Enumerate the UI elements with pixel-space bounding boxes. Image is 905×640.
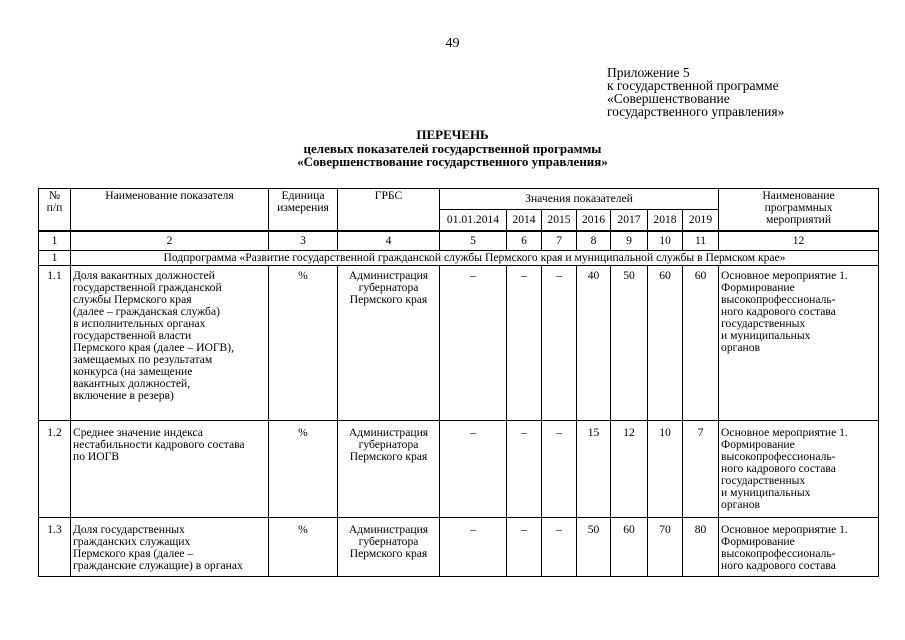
table-row bbox=[39, 518, 879, 577]
table-row bbox=[39, 421, 879, 518]
title-line-2: целевых показателей государственной программы bbox=[303, 140, 602, 156]
column-number: 4 bbox=[338, 231, 440, 251]
column-number: 1 bbox=[39, 231, 71, 251]
header-year: 2019 bbox=[683, 210, 719, 232]
value-cell: – bbox=[507, 518, 542, 577]
measure-cell: Основное мероприятие 1. Формирование высокопрофессиональ- ного кадрового состава bbox=[719, 518, 879, 577]
row-num: 1.2 bbox=[39, 421, 71, 518]
value-cell: – bbox=[542, 421, 577, 518]
header-year: 2015 bbox=[542, 210, 577, 232]
column-number: 7 bbox=[542, 231, 577, 251]
page-number: 49 bbox=[445, 36, 460, 51]
value-cell: 50 bbox=[611, 266, 648, 421]
value-cell: – bbox=[542, 518, 577, 577]
column-number: 9 bbox=[611, 231, 648, 251]
header-values: Значения показателей bbox=[440, 189, 719, 210]
appendix-line: к государственной программе bbox=[607, 78, 779, 93]
document-title bbox=[0, 128, 905, 169]
row-num: 1.3 bbox=[39, 518, 71, 577]
value-cell: – bbox=[440, 266, 507, 421]
value-cell: 70 bbox=[648, 518, 683, 577]
appendix-note bbox=[607, 66, 784, 118]
column-number: 2 bbox=[71, 231, 269, 251]
appendix-line: государственного управления» bbox=[607, 104, 785, 119]
header-name: Наименование показателя bbox=[71, 189, 269, 232]
grbs-cell: Администрация губернатора Пермского края bbox=[338, 421, 440, 518]
value-cell: 15 bbox=[577, 421, 611, 518]
header-grbs: ГРБС bbox=[338, 189, 440, 232]
subprogram-title: Подпрограмма «Развитие государственной гражданской службы Пермского края и муниципальной службы в Пермском крае» bbox=[71, 251, 879, 266]
value-cell: – bbox=[507, 266, 542, 421]
appendix-line: Приложение 5 bbox=[607, 65, 690, 80]
grbs-cell: Администрация губернатора Пермского края bbox=[338, 266, 440, 421]
measure-cell: Основное мероприятие 1. Формирование высокопрофессиональ- ного кадрового состава государственных и муниципальных органов bbox=[719, 266, 879, 421]
header-num: № п/п bbox=[39, 189, 71, 232]
value-cell: 60 bbox=[611, 518, 648, 577]
grbs-cell: Администрация губернатора Пермского края bbox=[338, 518, 440, 577]
column-number: 6 bbox=[507, 231, 542, 251]
value-cell: – bbox=[440, 518, 507, 577]
measure-cell: Основное мероприятие 1. Формирование высокопрофессиональ- ного кадрового состава государственных и муниципальных органов bbox=[719, 421, 879, 518]
unit-cell: % bbox=[269, 266, 338, 421]
indicator-name: Доля государственных гражданских служащих Пермского края (далее – гражданские служащие) в органах bbox=[71, 518, 269, 577]
column-number: 10 bbox=[648, 231, 683, 251]
value-cell: 60 bbox=[683, 266, 719, 421]
value-cell: 50 bbox=[577, 518, 611, 577]
header-year: 2016 bbox=[577, 210, 611, 232]
subprogram-num: 1 bbox=[39, 251, 71, 266]
value-cell: 10 bbox=[648, 421, 683, 518]
indicators-table bbox=[38, 188, 879, 577]
column-number: 3 bbox=[269, 231, 338, 251]
unit-cell: % bbox=[269, 518, 338, 577]
header-measures: Наименование программных мероприятий bbox=[719, 189, 879, 232]
value-cell: 40 bbox=[577, 266, 611, 421]
value-cell: – bbox=[507, 421, 542, 518]
column-number: 5 bbox=[440, 231, 507, 251]
unit-cell: % bbox=[269, 421, 338, 518]
indicator-name: Доля вакантных должностей государственной гражданской службы Пермского края (далее – гражданская служба) в исполнительных органах государственной власти Пермского края (далее – ИОГВ), замещаемых по результатам конкурса (на замещение вакантных должностей, включение в резерв) bbox=[71, 266, 269, 421]
column-number: 8 bbox=[577, 231, 611, 251]
header-year: 01.01.2014 bbox=[440, 210, 507, 232]
appendix-line: «Совершенствование bbox=[607, 91, 730, 106]
subprogram-row bbox=[39, 251, 879, 266]
header-row bbox=[39, 189, 879, 210]
value-cell: 60 bbox=[648, 266, 683, 421]
column-number: 12 bbox=[719, 231, 879, 251]
column-number: 11 bbox=[683, 231, 719, 251]
header-year: 2014 bbox=[507, 210, 542, 232]
value-cell: 80 bbox=[683, 518, 719, 577]
header-year: 2018 bbox=[648, 210, 683, 232]
row-num: 1.1 bbox=[39, 266, 71, 421]
value-cell: – bbox=[542, 266, 577, 421]
header-unit: Единица измерения bbox=[269, 189, 338, 232]
value-cell: 12 bbox=[611, 421, 648, 518]
title-line-1: ПЕРЕЧЕНЬ bbox=[416, 127, 489, 142]
indicator-name: Среднее значение индекса нестабильности кадрового состава по ИОГВ bbox=[71, 421, 269, 518]
title-line-3: «Совершенствование государственного управления» bbox=[297, 154, 608, 169]
header-year: 2017 bbox=[611, 210, 648, 232]
column-numbers-row bbox=[39, 231, 879, 251]
table-row bbox=[39, 266, 879, 421]
value-cell: – bbox=[440, 421, 507, 518]
value-cell: 7 bbox=[683, 421, 719, 518]
